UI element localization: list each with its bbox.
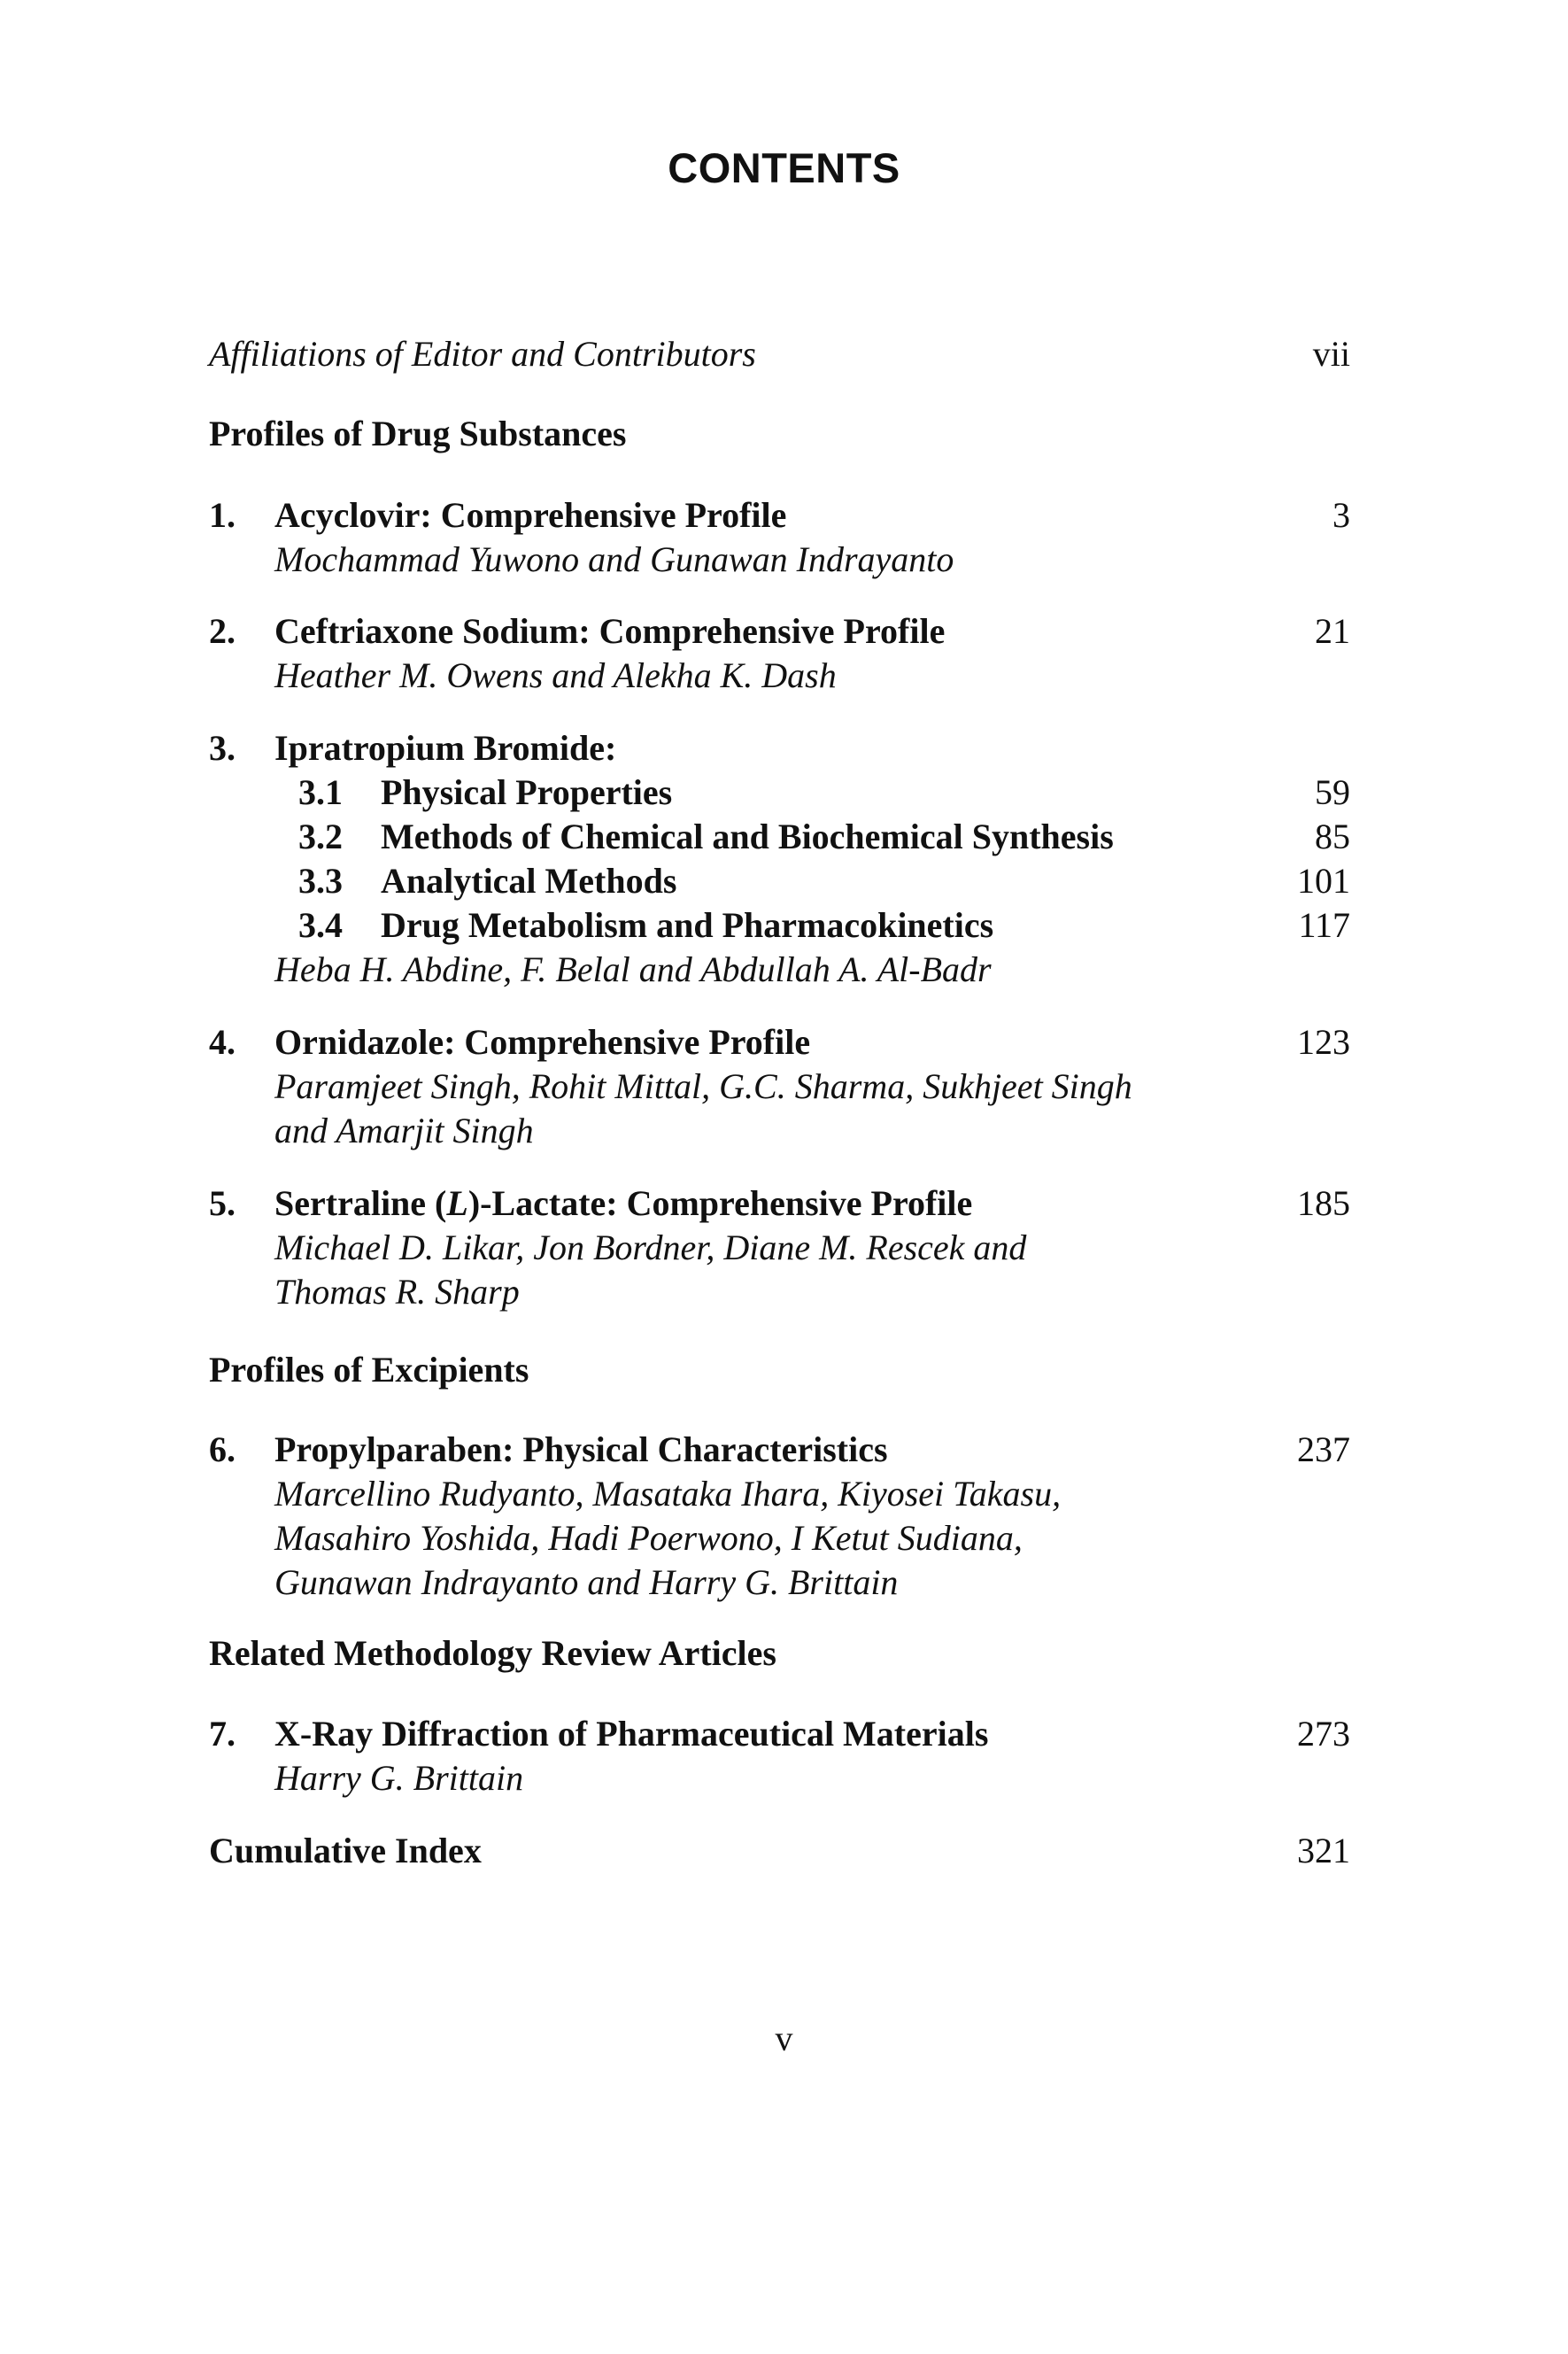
entry-number: 7. — [209, 1714, 236, 1754]
subentry-number: 3.2 — [298, 817, 343, 856]
entry-page: 185 — [1297, 1183, 1350, 1223]
subentry-number: 3.1 — [298, 772, 343, 812]
entry-page: 123 — [1297, 1022, 1350, 1062]
entry-number: 2. — [209, 611, 236, 651]
section-heading-drug-substances: Profiles of Drug Substances — [209, 414, 627, 453]
subentry-title: Drug Metabolism and Pharmacokinetics — [381, 905, 994, 945]
front-matter-page: vii — [1312, 334, 1350, 374]
entry-title: Propylparaben: Physical Characteristics — [274, 1429, 888, 1469]
section-heading-excipients: Profiles of Excipients — [209, 1350, 529, 1390]
back-matter-page: 321 — [1297, 1831, 1350, 1870]
entry-page: 3 — [1332, 495, 1350, 535]
entry-title: Ornidazole: Comprehensive Profile — [274, 1022, 811, 1062]
entry-authors: Gunawan Indrayanto and Harry G. Brittain — [274, 1562, 899, 1602]
entry-number: 1. — [209, 495, 236, 535]
entry-authors: Masahiro Yoshida, Hadi Poerwono, I Ketut Sudiana, — [274, 1518, 1023, 1558]
entry-authors: Thomas R. Sharp — [274, 1272, 520, 1312]
entry-title: X-Ray Diffraction of Pharmaceutical Materials — [274, 1714, 989, 1754]
entry-page: 273 — [1297, 1714, 1350, 1754]
subentry-title: Analytical Methods — [381, 861, 677, 901]
entry-title: Ceftriaxone Sodium: Comprehensive Profile — [274, 611, 946, 651]
subentry-number: 3.4 — [298, 905, 343, 945]
entry-title-italic: L — [446, 1183, 468, 1223]
section-heading-methodology: Related Methodology Review Articles — [209, 1633, 776, 1673]
subentry-page: 85 — [1315, 817, 1350, 856]
entry-number: 5. — [209, 1183, 236, 1223]
entry-authors: Marcellino Rudyanto, Masataka Ihara, Kiyosei Takasu, — [274, 1474, 1062, 1514]
entry-page: 237 — [1297, 1429, 1350, 1469]
entry-authors: Michael D. Likar, Jon Bordner, Diane M. Rescek and — [274, 1227, 1027, 1267]
subentry-page: 59 — [1315, 772, 1350, 812]
entry-title: Acyclovir: Comprehensive Profile — [274, 495, 787, 535]
subentry-number: 3.3 — [298, 861, 343, 901]
entry-page: 21 — [1315, 611, 1350, 651]
entry-title — [274, 1183, 973, 1223]
page-folio: v — [775, 2018, 793, 2058]
entry-number: 4. — [209, 1022, 236, 1062]
entry-title-part: Sertraline ( — [274, 1183, 447, 1223]
entry-authors: Mochammad Yuwono and Gunawan Indrayanto — [274, 539, 954, 579]
entry-number: 3. — [209, 728, 236, 768]
subentry-title: Methods of Chemical and Biochemical Synthesis — [381, 817, 1114, 856]
front-matter-label: Affiliations of Editor and Contributors — [209, 334, 756, 374]
entry-authors: Paramjeet Singh, Rohit Mittal, G.C. Sharma, Sukhjeet Singh — [274, 1066, 1132, 1106]
entry-title: Ipratropium Bromide: — [274, 728, 617, 768]
entry-authors: Heather M. Owens and Alekha K. Dash — [274, 655, 837, 695]
entry-authors: Harry G. Brittain — [274, 1758, 524, 1798]
entry-title-part: )-Lactate: Comprehensive Profile — [467, 1183, 973, 1223]
entry-authors: and Amarjit Singh — [274, 1111, 534, 1150]
subentry-page: 101 — [1297, 861, 1350, 901]
subentry-title: Physical Properties — [381, 772, 673, 812]
entry-number: 6. — [209, 1429, 236, 1469]
subentry-page: 117 — [1298, 905, 1350, 945]
entry-authors: Heba H. Abdine, F. Belal and Abdullah A. Al-Badr — [274, 949, 992, 989]
back-matter-label: Cumulative Index — [209, 1831, 482, 1870]
page-title: CONTENTS — [668, 144, 900, 191]
